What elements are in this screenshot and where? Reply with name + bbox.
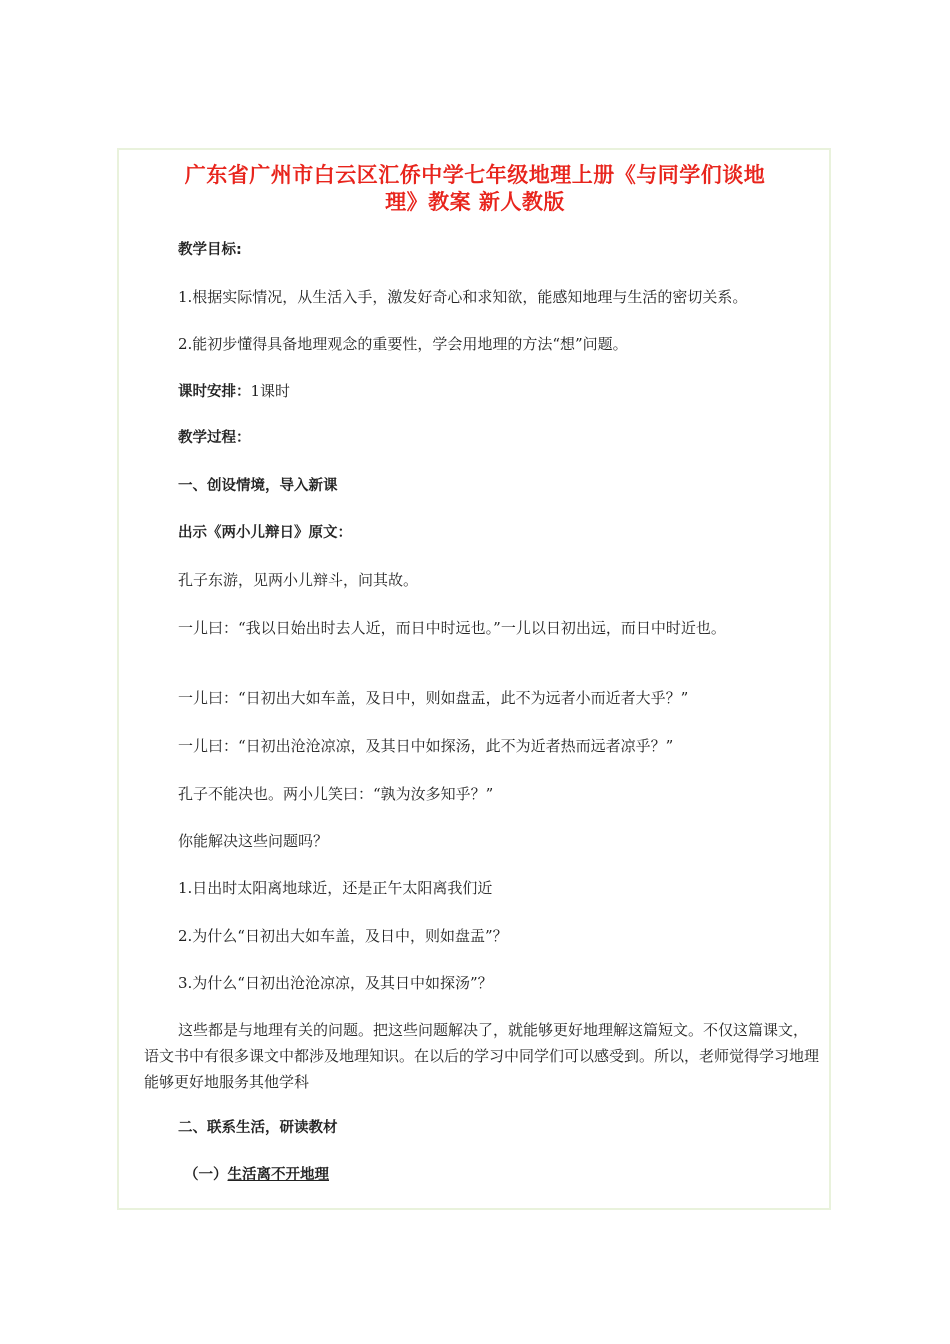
- process-heading: 教学过程：: [178, 430, 251, 446]
- subsection-prefix: （一）: [184, 1167, 228, 1183]
- section-2-heading: 二、联系生活，研读教材: [178, 1120, 338, 1136]
- question-item-2: 2.为什么“日初出大如车盖，及日中，则如盘盂”？: [178, 927, 508, 945]
- story-line-1: 孔子东游，见两小儿辩斗，问其故。: [178, 571, 419, 589]
- subsection-heading: [184, 1165, 329, 1185]
- story-line-3: 一儿曰：“日初出大如车盖，及日中，则如盘盂，此不为远者小而近者大乎？”: [178, 689, 689, 707]
- question-item-1: 1.日出时太阳离地球近，还是正午太阳离我们近: [178, 879, 493, 897]
- story-line-2: 一儿曰：“我以日始出时去人近，而日中时远也。”一儿以日初出远，而日中时近也。: [178, 619, 726, 637]
- objective-item-2: 2.能初步懂得具备地理观念的重要性，学会用地理的方法“想”问题。: [178, 335, 628, 353]
- schedule-value: 1课时: [250, 382, 291, 400]
- objective-item-1: 1.根据实际情况，从生活入手，激发好奇心和求知欲，能感知地理与生活的密切关系。: [178, 288, 748, 306]
- story-line-4: 一儿曰：“日初出沧沧凉凉，及其日中如探汤，此不为近者热而远者凉乎？”: [178, 737, 674, 755]
- question-item-3: 3.为什么“日初出沧沧凉凉，及其日中如探汤”？: [178, 974, 493, 992]
- schedule-line: [178, 381, 290, 402]
- summary-paragraph: 这些都是与地理有关的问题。把这些问题解决了，就能够更好地理解这篇短文。不仅这篇课文，语文书中有很多课文中都涉及地理知识。在以后的学习中同学们可以感受到。所以，老师觉得学习地理能够更好地服务其他学科: [144, 1021, 820, 1091]
- subsection-title: 生活离不开地理: [227, 1167, 329, 1183]
- show-text-heading: 出示《两小儿辩日》原文：: [178, 525, 352, 541]
- title-line-2: 理》教案 新人教版: [385, 190, 565, 214]
- section-1-heading: 一、创设情境，导入新课: [178, 478, 338, 494]
- story-line-5: 孔子不能决也。两小儿笑曰：“孰为汝多知乎？”: [178, 785, 494, 803]
- schedule-label: 课时安排：: [178, 384, 251, 400]
- document-title: [150, 162, 800, 216]
- title-line-1: 广东省广州市白云区汇侨中学七年级地理上册《与同学们谈地: [184, 163, 766, 187]
- question-prompt: 你能解决这些问题吗？: [178, 832, 329, 850]
- objectives-heading: 教学目标:: [178, 242, 242, 258]
